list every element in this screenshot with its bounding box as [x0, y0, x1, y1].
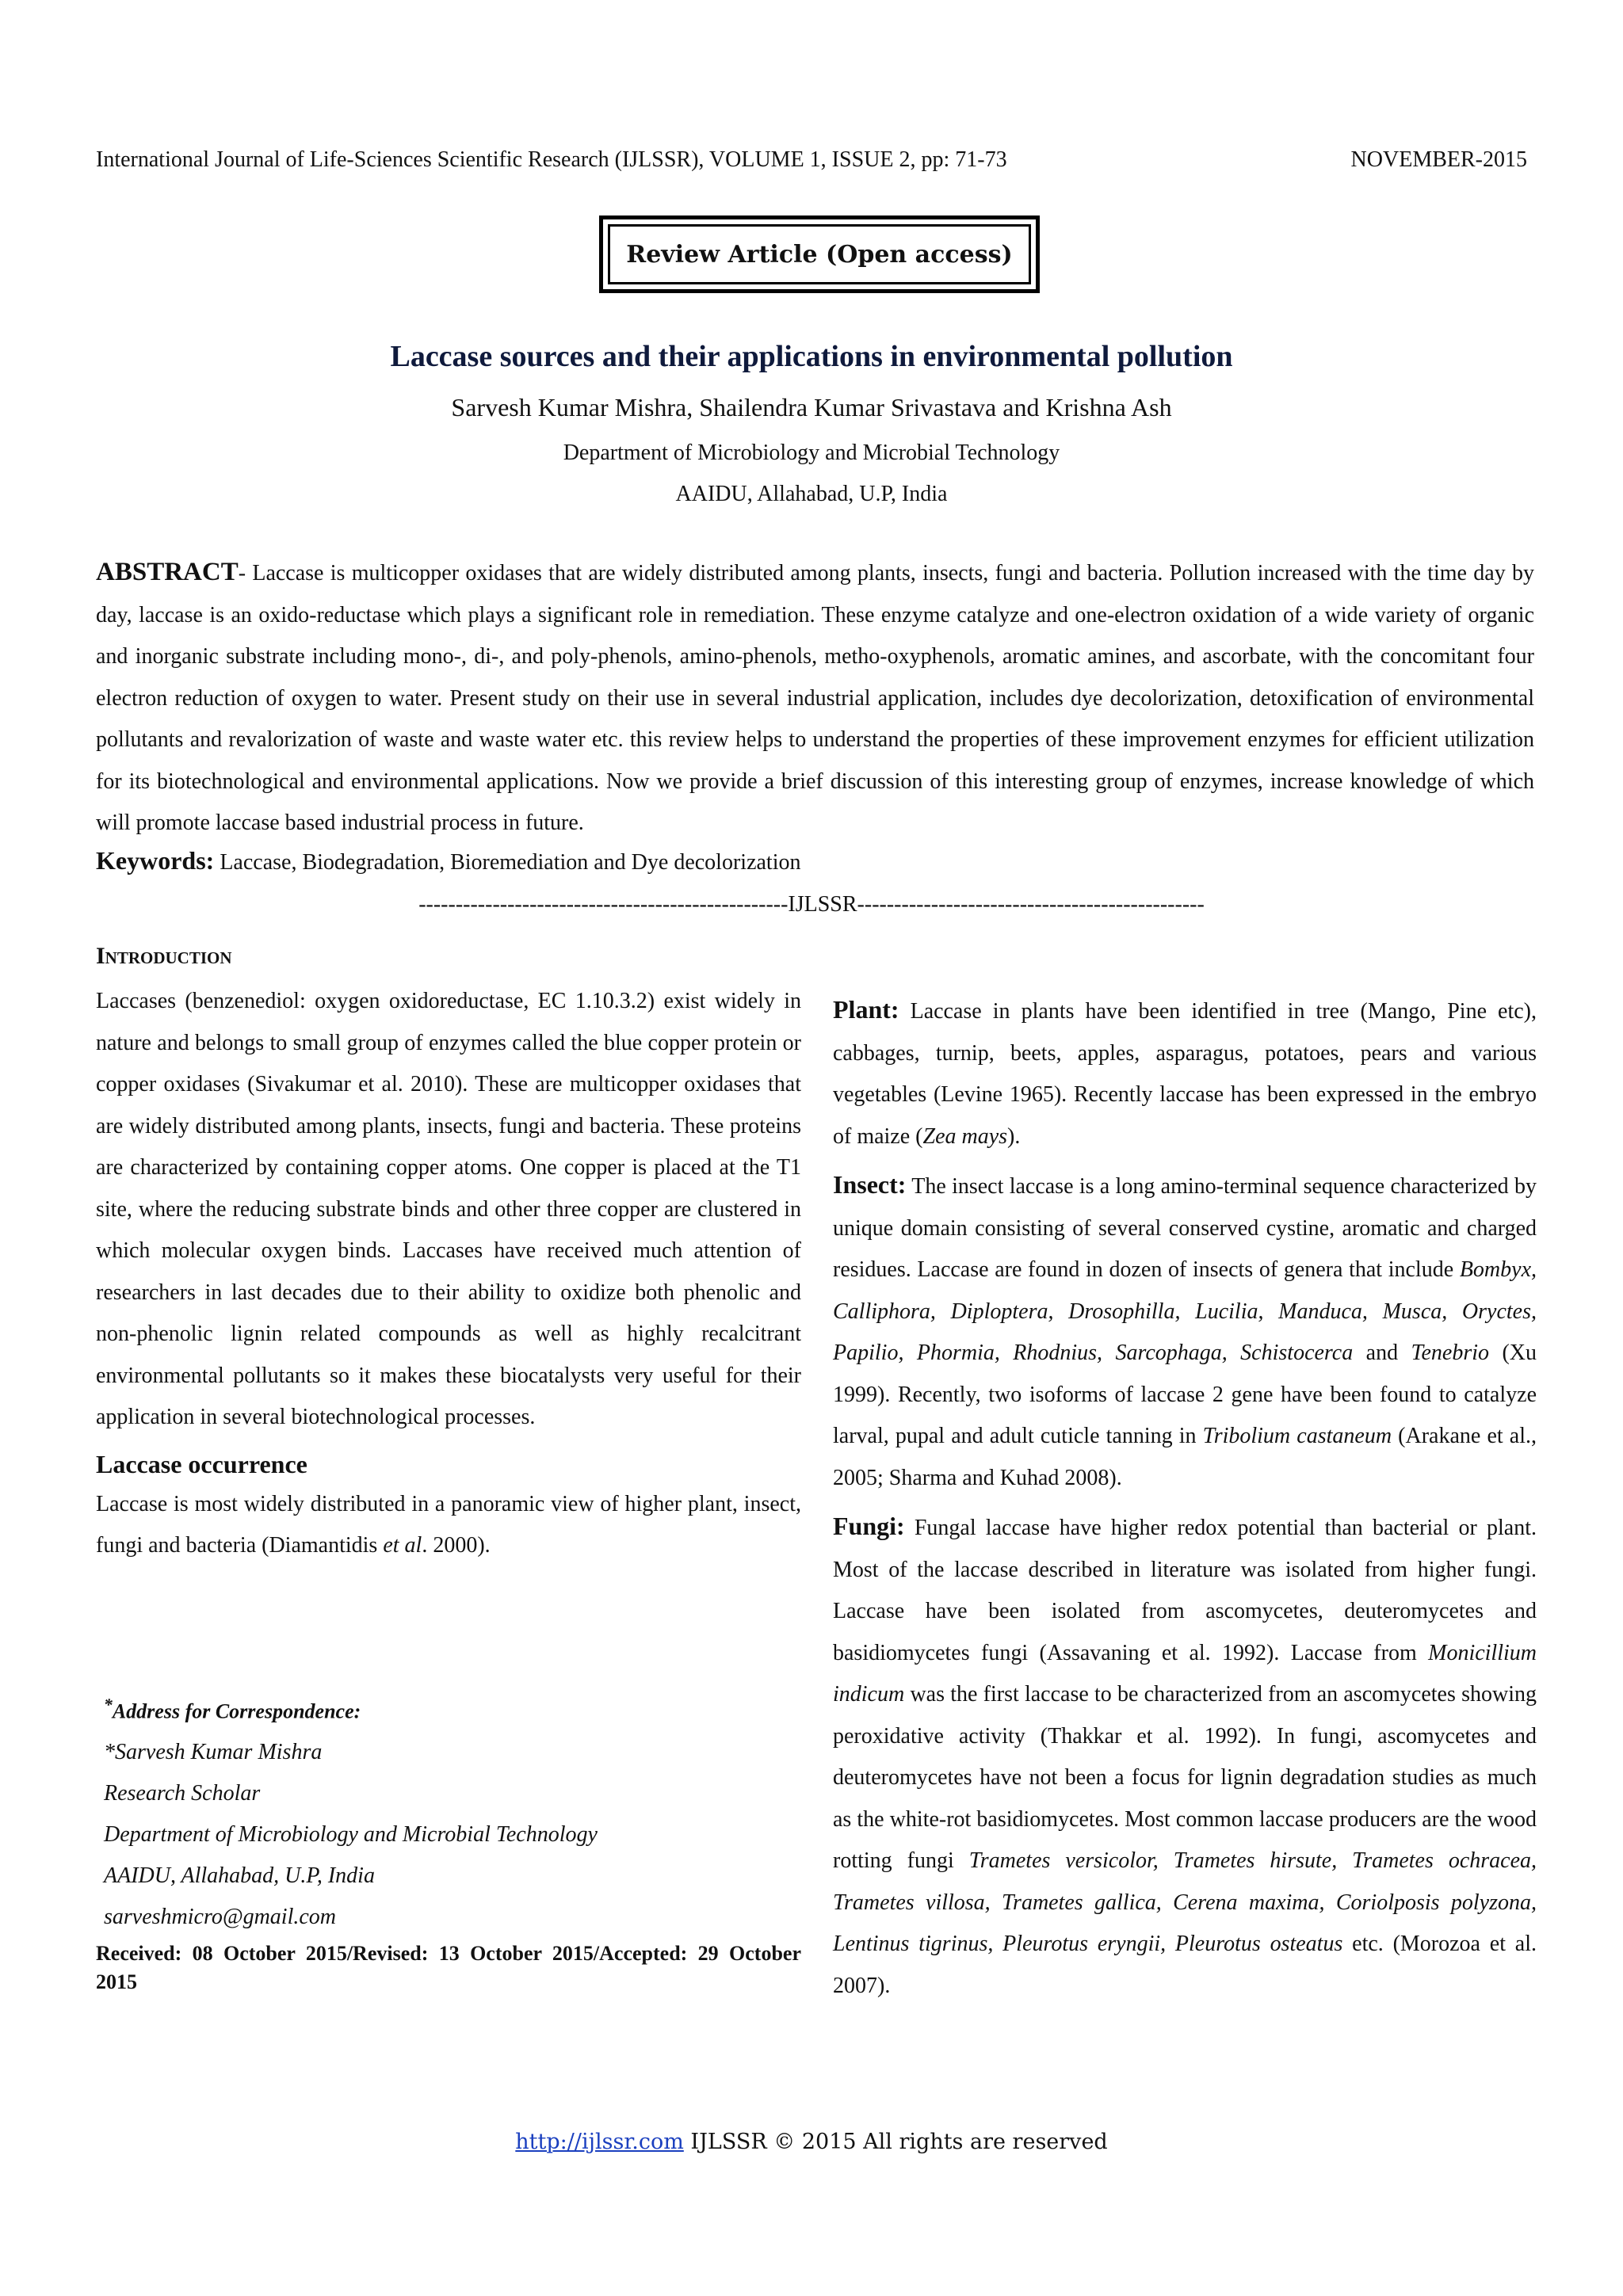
- running-header: [96, 147, 1527, 173]
- occurrence-text: Laccase is most widely distributed in a panoramic view of higher plant, insect, fungi and bacteria (Diamantidis et al. 2000).: [96, 1491, 801, 1558]
- journal-link[interactable]: http://ijlssr.com: [515, 2130, 684, 2154]
- correspondence-dept: Department of Microbiology and Microbial Technology: [104, 1821, 598, 1847]
- keywords-text: Laccase, Biodegradation, Bioremediation and Dye decolorization: [214, 850, 801, 875]
- abstract: [96, 551, 1534, 845]
- page-footer: [0, 2130, 1623, 2154]
- correspondence-name: *Sarvesh Kumar Mishra: [104, 1739, 323, 1764]
- keywords-label: Keywords:: [96, 846, 215, 875]
- article-type-box: [599, 215, 1040, 293]
- abstract-text: - Laccase is multicopper oxidases that are widely distributed among plants, insects, fungi and bacteria. Pollution increased with the time day by day, laccase is an oxido-reductase which plays a significant role in remediation. These enzyme catalyze and one-electron oxidation of a wide variety of organic and inorganic substrate including mono-, di-, and poly-phenols, amino-phenols, metho-oxyphenols, aromatic amines, and ascorbate, with the concomitant four electron reduction of oxygen to water. Present study on their use in several industrial application, includes dye decolorization, detoxification of environmental pollutants and revalorization of waste and waste water etc. this review helps to understand the properties of these improvement enzymes for efficient utilization for its biotechnological and environmental applications. Now we provide a brief discussion of this interesting group of enzymes, increase knowledge of which will promote laccase based industrial process in future.: [96, 561, 1534, 835]
- article-type-label: Review Article (Open access): [608, 224, 1031, 284]
- institution: AAIDU, Allahabad, U.P, India: [675, 482, 948, 506]
- correspondence-inst: AAIDU, Allahabad, U.P, India: [104, 1863, 375, 1888]
- occurrence-heading: Laccase occurrence: [96, 1449, 307, 1478]
- issue-date: NOVEMBER-2015: [1350, 147, 1527, 172]
- paper-title: Laccase sources and their applications in environmental pollution: [390, 340, 1233, 373]
- right-column: [833, 989, 1537, 2013]
- journal-info: International Journal of Life-Sciences Scientific Research (IJLSSR), VOLUME 1, ISSUE 2, pp: 71-73: [96, 147, 1007, 172]
- correspondence-block: [104, 1695, 801, 1938]
- fungi-paragraph: Fungi: Fungal laccase have higher redox potential than bacterial or plant. Most of the laccase described in literature was isolated from higher fungi. Laccase have been isolated from ascomycetes, deuteromycetes and basidiomycetes fungi (Assavaning et al. 1992). Laccase from Monicillium indicum was the first laccase to be characterized from an ascomycetes showing peroxidative activity (Thakkar et al. 1992). In fungi, ascomycetes and deuteromycetes have not been a focus for lignin degradation studies as much as the white-rot basidiomycetes. Most common laccase producers are the wood rotting fungi Trametes versicolor, Trametes hirsute, Trametes ochracea, Trametes villosa, Trametes gallica, Cerena maxima, Coriolposis polyzona, Lentinus tigrinus, Pleurotus eryngii, Pleurotus osteatus etc. (Morozoa et al. 2007).: [833, 1512, 1537, 1998]
- copyright-text: IJLSSR © 2015 All rights are reserved: [683, 2130, 1108, 2154]
- correspondence-role: Research Scholar: [104, 1780, 261, 1806]
- abstract-label: ABSTRACT: [96, 558, 239, 586]
- left-column: [96, 943, 801, 1567]
- authors: Sarvesh Kumar Mishra, Shailendra Kumar Srivastava and Krishna Ash: [451, 393, 1172, 421]
- introduction-text: Laccases (benzenediol: oxygen oxidoreductase, EC 1.10.3.2) exist widely in nature and belongs to small group of enzymes called the blue copper protein or copper oxidases (Sivakumar et al. 2010). These are multicopper oxidases that are widely distributed among plants, insects, fungi and bacteria. These proteins are characterized by containing copper atoms. One copper is placed at the T1 site, where the reducing substrate binds and other three copper are clustered in which molecular oxygen binds. Laccases have received much attention of researchers in last decades due to their ability to oxidize both phenolic and non-phenolic lignin related compounds as well as highly recalcitrant environmental pollutants so it makes these biocatalysts very useful for their application in several biotechnological processes.: [96, 989, 801, 1429]
- department: Department of Microbiology and Microbial Technology: [563, 441, 1060, 465]
- plant-paragraph: Plant: Laccase in plants have been identified in tree (Mango, Pine etc), cabbages, turnip, beets, apples, asparagus, potatoes, pears and various vegetables (Levine 1965). Recently laccase has been expressed in the embryo of maize (Zea mays).: [833, 995, 1537, 1149]
- insect-paragraph: Insect: The insect laccase is a long amino-terminal sequence characterized by unique domain consisting of several conserved cystine, aromatic and charged residues. Laccase are found in dozen of insects of genera that include Bombyx, Calliphora, Diploptera, Drosophilla, Lucilia, Manduca, Musca, Oryctes, Papilio, Phormia, Rhodnius, Sarcophaga, Schistocerca and Tenebrio (Xu 1999). Recently, two isoforms of laccase 2 gene have been found to catalyze larval, pupal and adult cuticle tanning in Tribolium castaneum (Arakane et al., 2005; Sharma and Kuhad 2008).: [833, 1170, 1537, 1490]
- correspondence-title: *Address for Correspondence:: [104, 1695, 361, 1723]
- correspondence-email[interactable]: sarveshmicro@gmail.com: [104, 1904, 337, 1929]
- section-separator: --------------------------------------------------IJLSSR-----------------------------------------------: [418, 892, 1205, 917]
- received-dates: Received: 08 October 2015/Revised: 13 October 2015/Accepted: 29 October 2015: [96, 1942, 801, 1993]
- introduction-heading: Introduction: [96, 943, 232, 969]
- keywords: [96, 846, 1534, 875]
